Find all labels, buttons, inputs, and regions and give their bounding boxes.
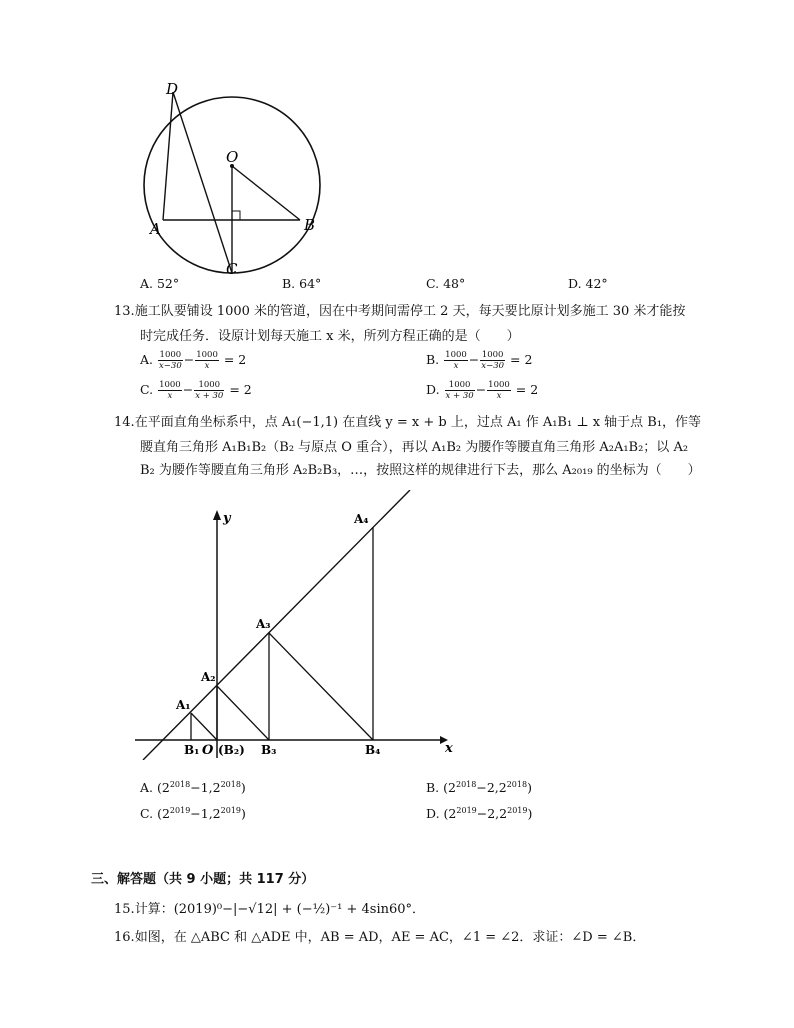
- origin-label: O: [202, 743, 214, 758]
- q14-coordinate-graph: [135, 490, 465, 760]
- q12-circle-figure: [140, 78, 340, 278]
- a3-label: A₃: [256, 617, 271, 631]
- a2-label: A₂: [201, 670, 216, 684]
- q16-number: 16.: [114, 930, 135, 945]
- a4-label: A₄: [354, 512, 369, 526]
- q13-option-b[interactable]: B. $\frac{1000}{x}$ − $\frac{1000}{x-30}$ = 2: [426, 350, 533, 371]
- label-c: C: [226, 260, 238, 278]
- q14-number: 14.: [114, 415, 135, 430]
- section-heading: 三、解答题（共 9 小题；共 117 分）: [91, 872, 315, 887]
- q15-text: 计算：(2019)⁰−|−√12| + (−½)⁻¹ + 4sin60°．: [134, 902, 426, 917]
- q13-line2: 时完成任务．设原计划每天施工 x 米，所列方程正确的是（ ）: [140, 329, 520, 344]
- x-axis-label: x: [445, 741, 453, 756]
- label-a: A: [150, 220, 161, 238]
- label-o: O: [226, 148, 239, 166]
- label-b: B: [304, 216, 316, 234]
- q16-text: 如图，在 △ABC 和 △ADE 中，AB = AD，AE = AC，∠1 = ∠2．求证：∠D = ∠B．: [134, 930, 646, 945]
- b2-label: (B₂): [218, 743, 245, 757]
- q14-line1: [114, 410, 701, 436]
- label-d: D: [166, 80, 179, 98]
- q13-option-a[interactable]: A. $\frac{1000}{x-30}$ − $\frac{1000}{x}$ = 2: [140, 350, 247, 371]
- q12-option-a[interactable]: A. 52°: [140, 276, 180, 291]
- a1-label: A₁: [176, 698, 191, 712]
- q14-option-d[interactable]: D. $(2^{2019}-2,2^{2019})$: [426, 806, 533, 822]
- q14-option-c[interactable]: C. $(2^{2019}-1,2^{2019})$: [140, 806, 246, 822]
- q13-text-1: 施工队要铺设 1000 米的管道，因在中考期间需停工 2 天，每天要比原计划多施工 30 米才能按: [134, 304, 686, 319]
- q12-option-d[interactable]: D. 42°: [568, 276, 608, 291]
- q15-number: 15.: [114, 902, 135, 917]
- q16: [114, 925, 645, 951]
- b3-label: B₃: [261, 743, 277, 757]
- q13-number: 13.: [114, 304, 135, 319]
- q12-option-c[interactable]: C. 48°: [426, 276, 466, 291]
- q14-option-b[interactable]: B. $(2^{2018}-2,2^{2018})$: [426, 780, 532, 796]
- q13-option-d[interactable]: D. $\frac{1000}{x + 30}$ − $\frac{1000}{x}$ = 2: [426, 380, 539, 401]
- q14-text-1: 在平面直角坐标系中，点 A₁(−1,1) 在直线 y = x + b 上，过点 A₁ 作 A₁B₁ ⊥ x 轴于点 B₁，作等: [134, 415, 702, 430]
- y-axis-label: y: [223, 511, 231, 526]
- q14-line3: B₂ 为腰作等腰直角三角形 A₂B₂B₃，…，按照这样的规律进行下去，那么 A₂₀₁₉ 的坐标为（ ）: [140, 463, 701, 478]
- q13-line1: [114, 299, 685, 325]
- b1-label: B₁: [184, 743, 200, 757]
- q14-option-a[interactable]: A. $(2^{2018}-1,2^{2018})$: [140, 780, 246, 796]
- q13-option-c[interactable]: C. $\frac{1000}{x}$ − $\frac{1000}{x + 30}$ = 2: [140, 380, 252, 401]
- q14-line2: 腰直角三角形 A₁B₁B₂（B₂ 与原点 O 重合），再以 A₁B₂ 为腰作等腰直角三角形 A₂A₁B₂；以 A₂: [140, 440, 689, 455]
- q12-option-b[interactable]: B. 64°: [282, 276, 322, 291]
- q15: [114, 897, 425, 923]
- b4-label: B₄: [365, 743, 381, 757]
